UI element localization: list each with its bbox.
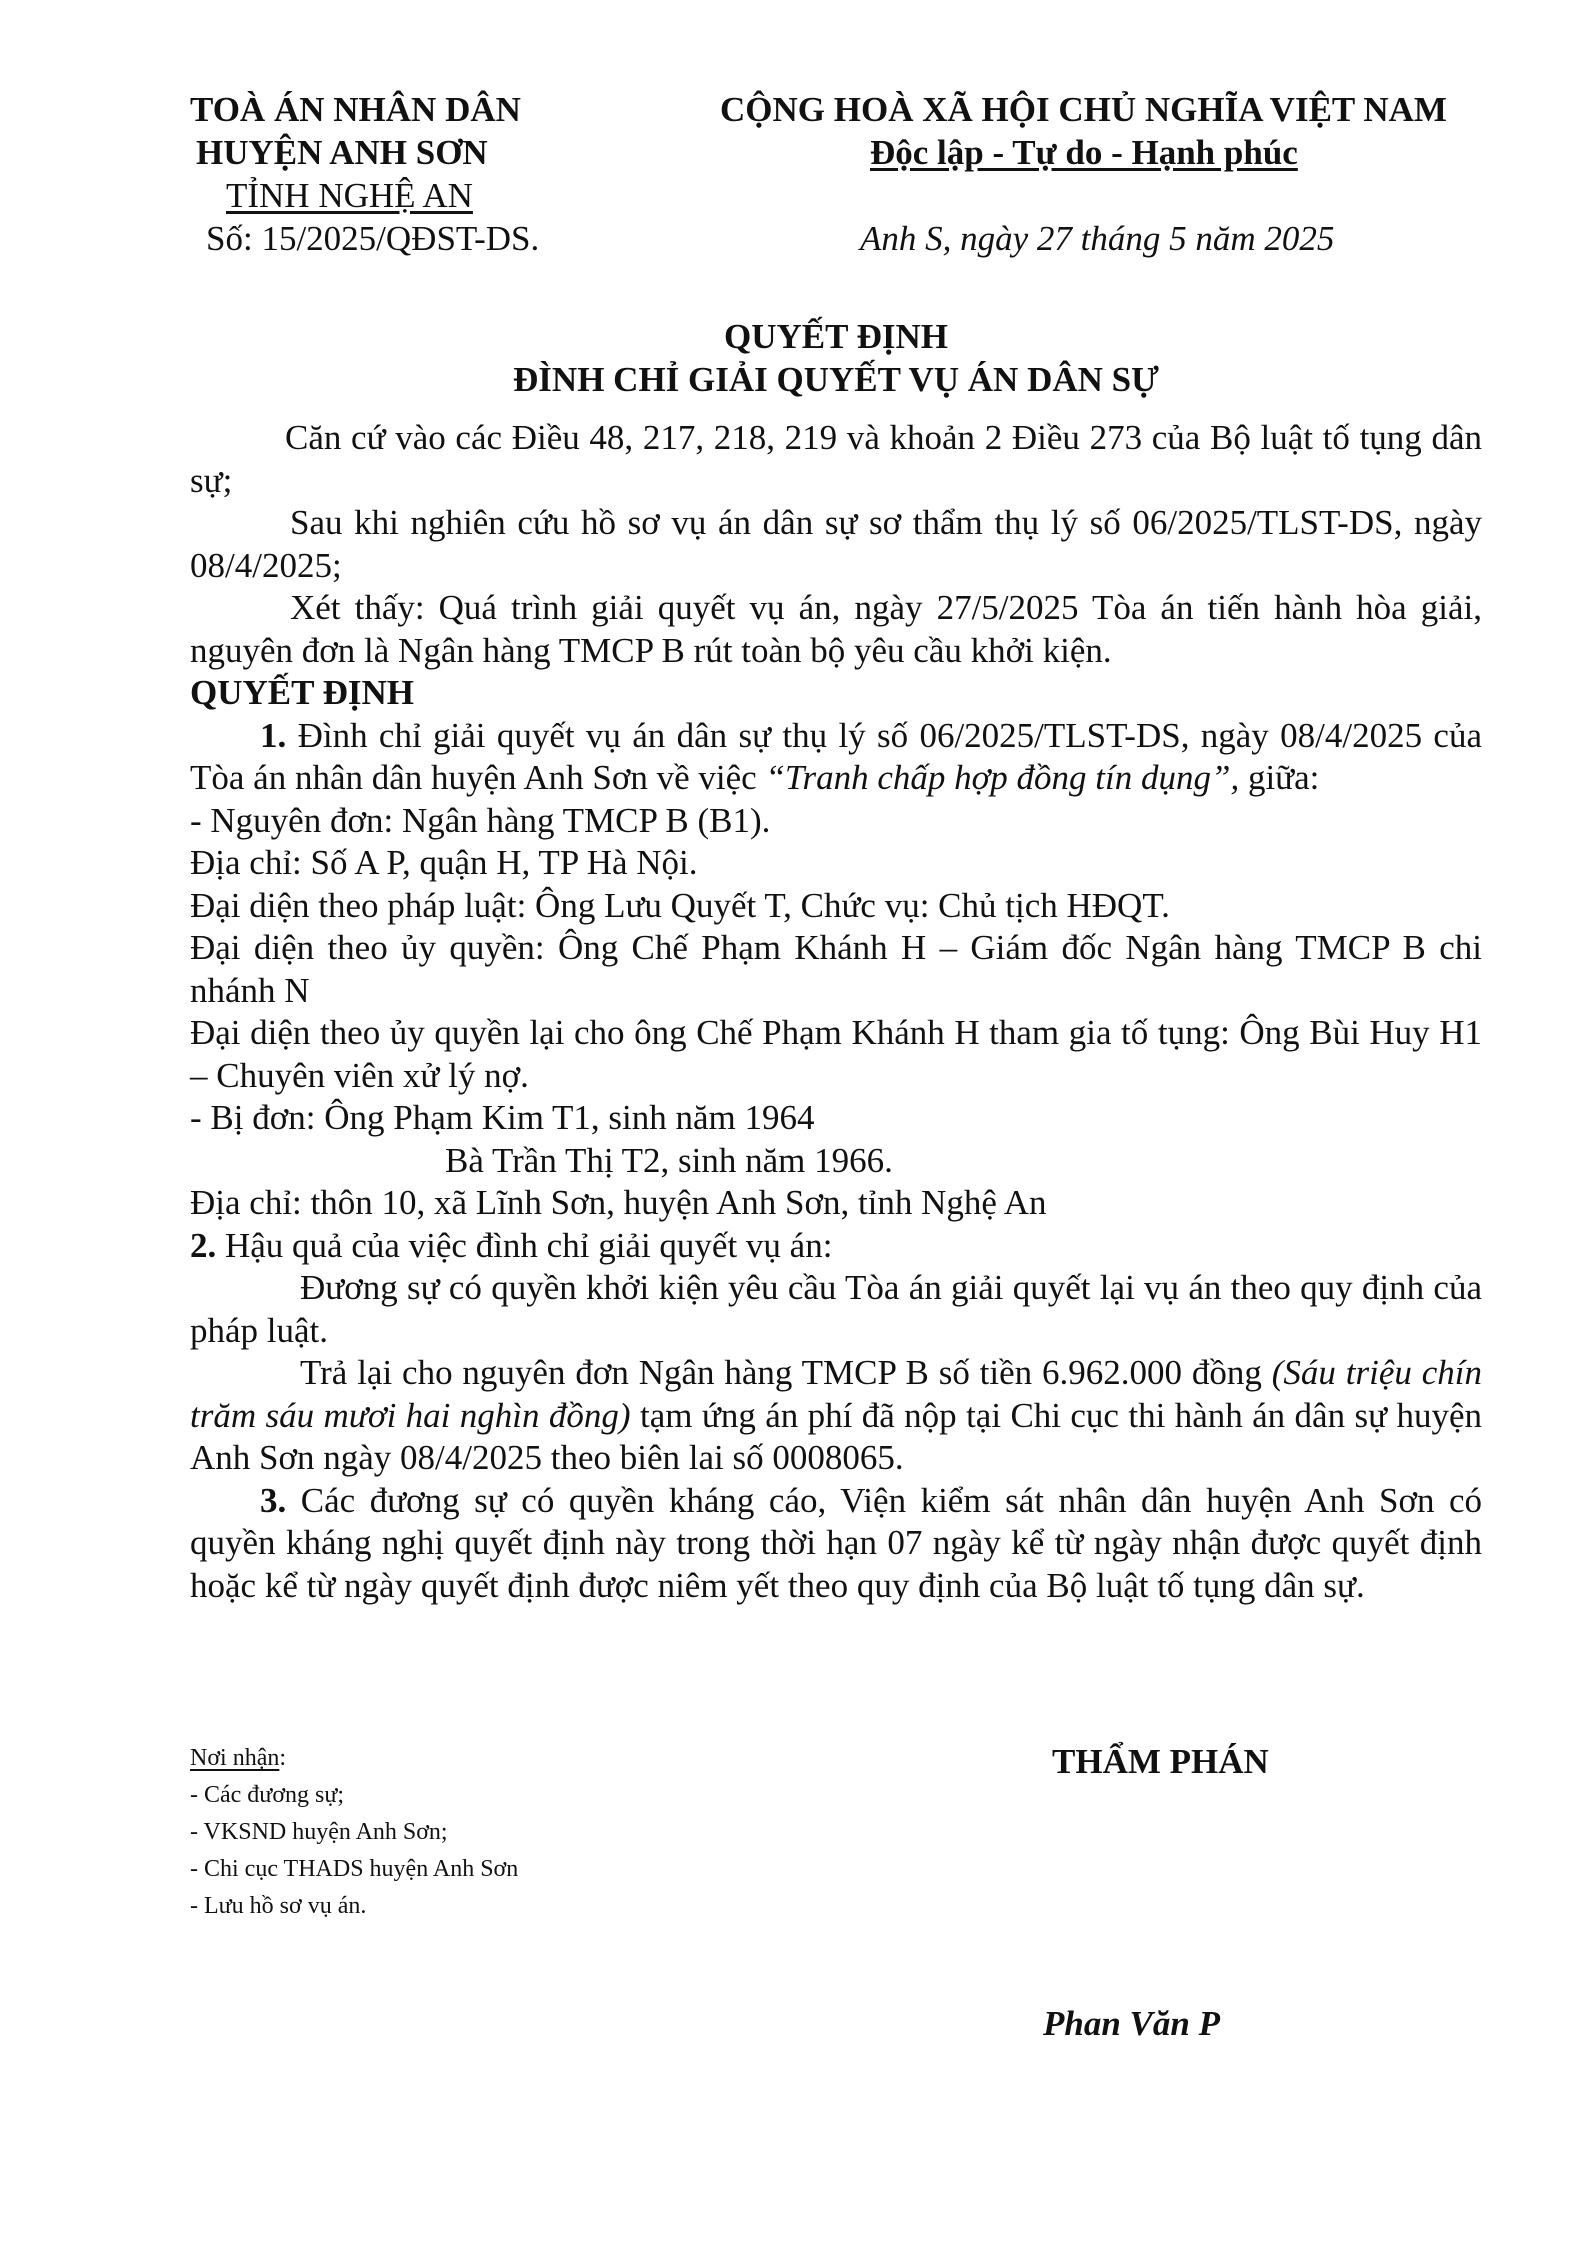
- defendant-address: Địa chỉ: thôn 10, xã Lĩnh Sơn, huyện Anh Sơn, tỉnh Nghệ An: [190, 1183, 1047, 1222]
- recipients-heading-colon: :: [279, 1745, 287, 1771]
- document-title: QUYẾT ĐỊNH: [724, 317, 948, 356]
- signer-name: Phan Văn P: [1043, 2004, 1220, 2043]
- item2-heading: [190, 1225, 1482, 1268]
- refund-amount-words: (Sáu triệu chín trăm sáu mươi hai nghìn đồng): [190, 1353, 1482, 1435]
- court-name-line2: HUYỆN ANH SƠN: [196, 133, 488, 172]
- recipients-block: [190, 1740, 518, 1925]
- place-and-date: Anh S, ngày 27 tháng 5 năm 2025: [860, 219, 1335, 258]
- refund-text-b: tạm ứng án phí đã nộp tại Chi cục thi hành án dân sự huyện Anh Sơn ngày 08/4/2025 theo biên lai số 0008065.: [190, 1395, 1482, 1477]
- document-body: [190, 417, 1482, 1607]
- document-subtitle: ĐÌNH CHỈ GIẢI QUYẾT VỤ ÁN DÂN SỰ: [513, 360, 1159, 399]
- findings-paragraph: Xét thấy: Quá trình giải quyết vụ án, ngày 27/5/2025 Tòa án tiến hành hòa giải, nguyên đơn là Ngân hàng TMCP B rút toàn bộ yêu cầu khởi kiện.: [190, 588, 1482, 670]
- nation-motto: Độc lập - Tự do - Hạnh phúc: [870, 133, 1298, 172]
- case-review-paragraph: Sau khi nghiên cứu hồ sơ vụ án dân sự sơ thẩm thụ lý số 06/2025/TLST-DS, ngày 08/4/2025;: [190, 503, 1482, 585]
- court-province: TỈNH NGHỆ AN: [226, 176, 473, 215]
- plaintiff-address: Địa chỉ: Số A P, quận H, TP Hà Nội.: [190, 843, 698, 882]
- item1-text-b: giữa:: [1239, 758, 1320, 797]
- sub-authorized-representative: Đại diện theo ủy quyền lại cho ông Chế Phạm Khánh H tham gia tố tụng: Ông Bùi Huy H1 – Chuyên viên xử lý nợ.: [190, 1013, 1482, 1095]
- item2-heading-text: Hậu quả của việc đình chỉ giải quyết vụ án:: [216, 1225, 833, 1265]
- recipients-heading: [190, 1740, 518, 1777]
- recipients-heading-label: Nơi nhận: [190, 1745, 280, 1771]
- court-name-line1: TOÀ ÁN NHÂN DÂN: [190, 90, 521, 129]
- recipient-item: - Các đương sự;: [190, 1782, 345, 1808]
- item1-number: 1.: [260, 715, 287, 755]
- signer-title: THẨM PHÁN: [1052, 1742, 1269, 1781]
- plaintiff-line: - Nguyên đơn: Ngân hàng TMCP B (B1).: [190, 800, 771, 840]
- item1-text-a: Đình chỉ giải quyết vụ án dân sự thụ lý số 06/2025/TLST-DS, ngày 08/4/2025 của Tòa án nhân dân huyện Anh Sơn về việc: [190, 715, 1482, 797]
- legal-representative: Đại diện theo pháp luật: Ông Lưu Quyết T, Chức vụ: Chủ tịch HĐQT.: [190, 885, 1170, 925]
- item3-text: Các đương sự có quyền kháng cáo, Viện kiểm sát nhân dân huyện Anh Sơn có quyền kháng nghị quyết định này trong thời hạn 07 ngày kể từ ngày nhận được quyết định hoặc kể từ ngày quyết định được niêm yết theo quy định của Bộ luật tố tụng dân sự.: [190, 1480, 1482, 1605]
- recipient-item: - Chi cục THADS huyện Anh Sơn: [190, 1856, 519, 1882]
- legal-basis-paragraph: Căn cứ vào các Điều 48, 217, 218, 219 và khoản 2 Điều 273 của Bộ luật tố tụng dân sự;: [190, 418, 1482, 500]
- item2-right-paragraph: Đương sự có quyền khởi kiện yêu cầu Tòa án giải quyết lại vụ án theo quy định của pháp luật.: [190, 1268, 1482, 1350]
- decision-heading: QUYẾT ĐỊNH: [190, 673, 414, 712]
- item1-case-type: “Tranh chấp hợp đồng tín dụng”,: [765, 758, 1240, 797]
- recipient-item: - Lưu hồ sơ vụ án.: [190, 1893, 367, 1919]
- authorized-representative: Đại diện theo ủy quyền: Ông Chế Phạm Khánh H – Giám đốc Ngân hàng TMCP B chi nhánh N: [190, 928, 1482, 1010]
- refund-text-a: Trả lại cho nguyên đơn Ngân hàng TMCP B số tiền 6.962.000 đồng: [300, 1353, 1272, 1392]
- item2-refund-paragraph: [190, 1352, 1482, 1480]
- item3-number: 3.: [260, 1480, 287, 1520]
- defendant-line2: Bà Trần Thị T2, sinh năm 1966.: [445, 1140, 893, 1180]
- item3-paragraph: [190, 1480, 1482, 1608]
- defendant-line1: - Bị đơn: Ông Phạm Kim T1, sinh năm 1964: [190, 1098, 815, 1137]
- document-number: Số: 15/2025/QĐST-DS.: [206, 219, 540, 258]
- recipient-item: - VKSND huyện Anh Sơn;: [190, 1819, 448, 1845]
- nation-name: CỘNG HOÀ XÃ HỘI CHỦ NGHĨA VIỆT NAM: [720, 90, 1447, 129]
- item1-paragraph: [190, 715, 1482, 800]
- item2-number: 2.: [190, 1225, 217, 1265]
